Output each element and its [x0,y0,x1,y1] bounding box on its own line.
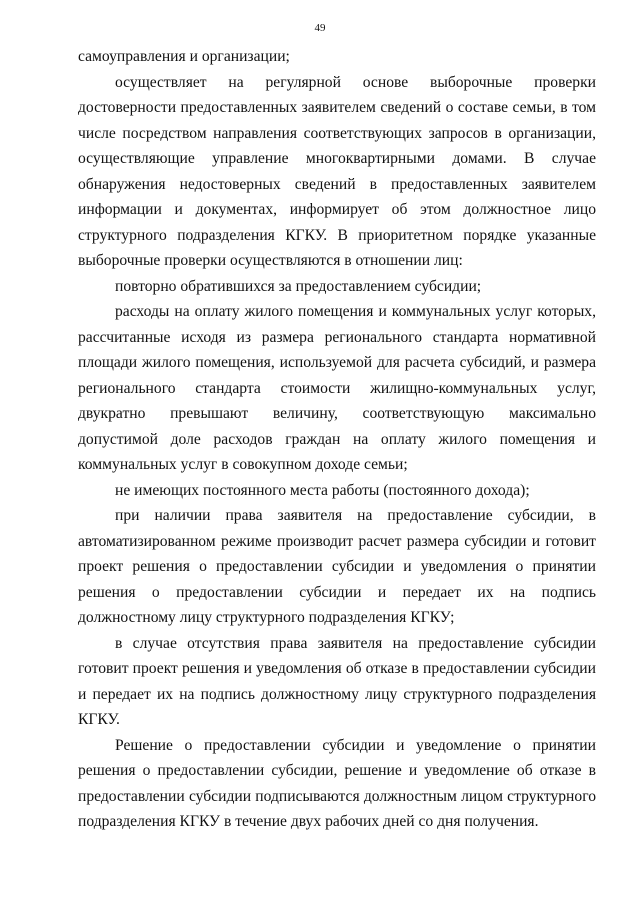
paragraph-no-permanent-job: не имеющих постоянного места работы (постоянного дохода); [115,481,530,499]
paragraph-continuation: самоуправления и организации; [78,48,290,65]
paragraph-decision-signing: Решение о предоставлении субсидии и уведомление о принятии решения о предоставлении субсидии, решение и уведомление об отказе в предоставлении субсидии подписываются должностным лицом структурного подразделения КГКУ в течение двух рабочих дней со дня получения. [78,736,596,830]
page-number: 49 [314,22,326,34]
paragraph-housing-expenses: расходы на оплату жилого помещения и коммунальных услуг которых, рассчитанные исходя из размера регионального стандарта нормативной площади жилого помещения, используемой для расчета субсидий, и размера регионального стандарта стоимости жилищно-коммунальных услуг, двукратно превышают величину, соответствующую максимально допустимой доле расходов граждан на оплату жилого помещения и коммунальных услуг в совокупном доходе семьи; [78,303,596,473]
paragraph-right-to-subsidy: при наличии права заявителя на предоставление субсидии, в автоматизированном режиме производит расчет размера субсидии и готовит проект решения о предоставлении субсидии и уведомления о принятии решения о предоставлении субсидии и передает их на подпись должностному лицу структурного подразделения КГКУ; [78,507,596,626]
paragraph-no-right-to-subsidy: в случае отсутствия права заявителя на предоставление субсидии готовит проект решения и уведомления об отказе в предоставлении субсидии и передает их на подпись должностному лицу структурного подразделения КГКУ. [78,634,596,728]
paragraph-verification-checks: осуществляет на регулярной основе выборочные проверки достоверности предоставленных заявителем сведений о составе семьи, в том числе посредством направления соответствующих запросов в организации, осуществляющие управление многоквартирными домами. В случае обнаружения недостоверных сведений в предоставленных заявителем информации и документах, информирует об этом должностное лицо структурного подразделения КГКУ. В приоритетном порядке указанные выборочные проверки осуществляются в отношении лиц: [78,73,596,269]
document-body [78,44,596,835]
paragraph-repeat-applicants: повторно обратившихся за предоставлением субсидии; [115,277,482,295]
